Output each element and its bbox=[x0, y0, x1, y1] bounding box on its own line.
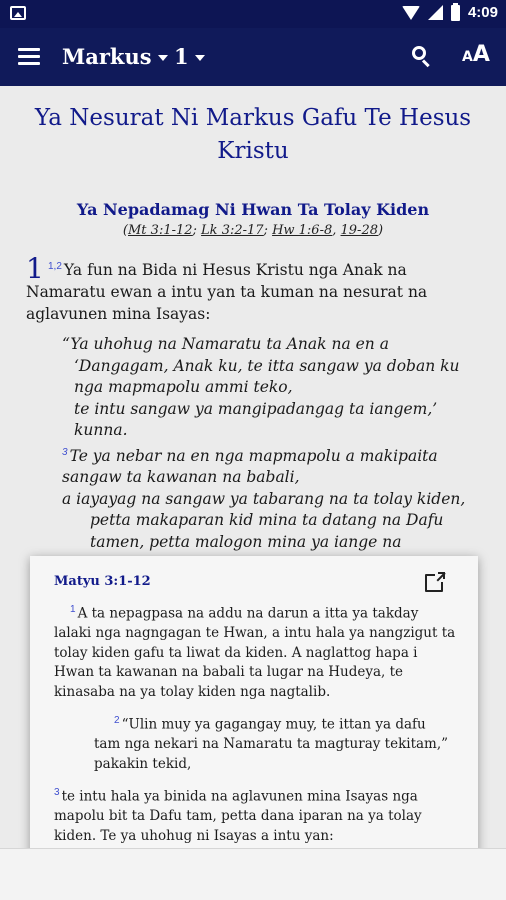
book-selector[interactable] bbox=[62, 44, 168, 69]
app-bar bbox=[0, 28, 506, 86]
cross-reference-popup[interactable] bbox=[30, 556, 478, 886]
wifi-icon bbox=[402, 6, 420, 20]
verse-number: 1 bbox=[70, 604, 76, 615]
verse-1-2[interactable] bbox=[26, 252, 466, 325]
image-notification-icon bbox=[10, 6, 26, 20]
poetry-line-verse-3: $^3$ Te ya nebar na en nga mapmapolu a makipaita sangaw ta kawanan na babali, bbox=[62, 446, 438, 487]
verse-text: Ya fun na Bida ni Hesus Kristu nga Anak na Namaratu ewan a intu yan ta kuman na nesurat na aglavunen mina Isayas: bbox=[26, 261, 428, 324]
bottom-bar bbox=[0, 848, 506, 900]
font-size-icon[interactable]: AA bbox=[462, 42, 490, 67]
verse-number: 3 bbox=[54, 787, 60, 798]
signal-icon bbox=[428, 5, 443, 20]
book-name: Markus bbox=[62, 44, 152, 69]
poetry-block[interactable] bbox=[62, 334, 482, 553]
ref-link-matthew[interactable]: Mt 3:1-12 bbox=[128, 223, 193, 238]
verse-number: 3 bbox=[62, 446, 68, 458]
parallel-references: (Mt 3:1-12; Lk 3:2-17; Hw 1:6-8, 19-28) bbox=[122, 223, 384, 238]
hamburger-menu-icon[interactable] bbox=[18, 48, 40, 66]
verse-number: 2 bbox=[114, 715, 120, 726]
popup-reference: Matyu 3:1-12 bbox=[54, 574, 151, 589]
verse-paragraph[interactable] bbox=[26, 252, 466, 325]
chevron-down-icon bbox=[158, 55, 168, 61]
chapter-selector[interactable] bbox=[174, 44, 205, 69]
poetry-line: “Ya uhohug na Namaratu ta Anak na en a bbox=[62, 335, 389, 353]
ref-link-luke[interactable]: Lk 3:2-17 bbox=[201, 223, 264, 238]
status-icons bbox=[402, 4, 498, 21]
popup-verse-1: $^1$ A ta nepagpasa na addu na darun a itta ya takday lalaki nga nagngagan te Hwan, a intu hala ya nangzigut ta tolay kiden gafu ta liwat da kiden. A naglattog hapa i Hwan ta kawanan na babali ta lugar na Hudeya, te kinasaba na ya tolay kiden nga nagtalib. bbox=[54, 604, 456, 700]
ref-link-john[interactable]: Hw 1:6-8 bbox=[272, 223, 333, 238]
search-icon[interactable] bbox=[412, 46, 432, 66]
open-in-new-icon[interactable] bbox=[425, 574, 443, 592]
book-title: Ya Nesurat Ni Markus Gafu Te Hesus Kristu bbox=[34, 105, 472, 164]
chapter-number: 1 bbox=[26, 252, 44, 285]
chapter-name: 1 bbox=[174, 44, 189, 69]
battery-icon bbox=[451, 5, 460, 21]
verse-number: 1,2 bbox=[48, 261, 62, 272]
section-heading: Ya Nepadamag Ni Hwan Ta Tolay Kiden bbox=[76, 200, 430, 219]
ref-link-john-2[interactable]: 19-28 bbox=[340, 223, 378, 238]
poetry-line: te intu sangaw ya mangipadangag ta iangem,’ kunna. bbox=[74, 399, 438, 439]
status-time: 4:09 bbox=[467, 4, 498, 21]
poetry-line: petta makaparan kid mina ta datang na Dafu tamen, petta malogon mina ya iange na bbox=[90, 511, 444, 551]
popup-verse-3: $^3$ te intu hala ya binida na aglavunen mina Isayas nga mapolu bit ta Dafu tam, petta dana iparan na ya tolay kiden. Te ya uhohug ni Isayas a intu yan: bbox=[54, 787, 422, 844]
popup-body bbox=[54, 600, 456, 884]
chevron-down-icon bbox=[195, 55, 205, 61]
popup-verse-2: $^2$ “Ulin muy ya gagangay muy, te ittan ya dafu tam nga nekari na Namaratu ta magturay tekitam,” pakakin tekid, bbox=[94, 715, 449, 772]
poetry-line: a iayayag na sangaw ya tabarang na ta tolay kiden, bbox=[62, 489, 466, 508]
status-bar bbox=[0, 0, 506, 28]
poetry-line: ‘Dangagam, Anak ku, te itta sangaw ya doban ku nga mapmapolu ammi teko, bbox=[74, 356, 460, 396]
